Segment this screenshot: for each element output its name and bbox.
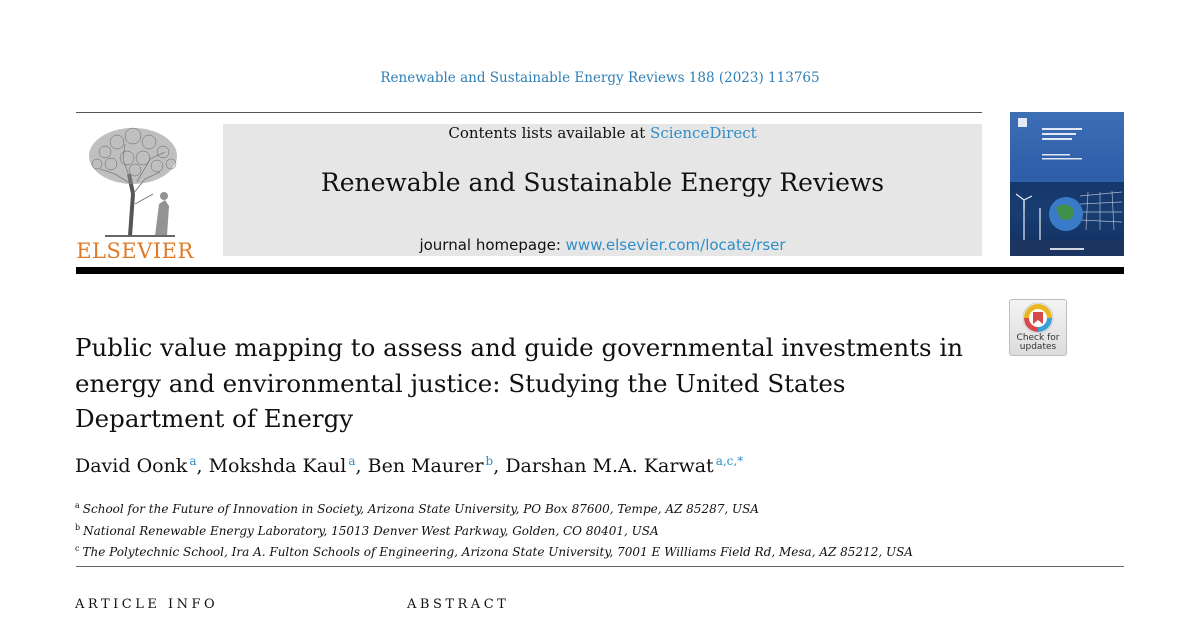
elsevier-wordmark: ELSEVIER bbox=[76, 240, 194, 258]
check-for-updates-badge[interactable] bbox=[1009, 299, 1067, 356]
affiliation-item bbox=[75, 540, 1075, 562]
author-affiliation-mark[interactable]: a bbox=[189, 454, 197, 468]
affiliation-text: The Polytechnic School, Ira A. Fulton Schools of Engineering, Arizona State University, 7001 E Williams Field Rd, Mesa, AZ 85212, USA bbox=[82, 545, 913, 559]
header-thick-rule bbox=[76, 267, 1124, 274]
author-name[interactable]: Darshan M.A. Karwat bbox=[505, 455, 714, 477]
author-name[interactable]: Ben Maurer bbox=[367, 455, 484, 477]
author-affiliation-mark[interactable]: a,c,* bbox=[715, 454, 744, 468]
badge-label-line2: updates bbox=[1019, 342, 1057, 352]
crossmark-icon bbox=[1010, 300, 1066, 336]
author-affiliation-mark[interactable]: b bbox=[485, 454, 494, 468]
author-name[interactable]: Mokshda Kaul bbox=[208, 455, 347, 477]
homepage-prefix: journal homepage: bbox=[419, 236, 566, 254]
affiliation-item bbox=[75, 519, 1075, 541]
affiliation-text: School for the Future of Innovation in Society, Arizona State University, PO Box 87600, Tempe, AZ 85287, USA bbox=[82, 502, 759, 516]
journal-homepage bbox=[223, 236, 982, 254]
author-affiliation-mark[interactable]: a bbox=[348, 454, 356, 468]
affiliation-text: National Renewable Energy Laboratory, 15013 Denver West Parkway, Golden, CO 80401, USA bbox=[83, 523, 659, 538]
cover-artwork-icon bbox=[1010, 112, 1124, 256]
journal-name: Renewable and Sustainable Energy Reviews bbox=[320, 168, 885, 197]
elsevier-logo[interactable] bbox=[75, 124, 195, 256]
affiliation-mark: c bbox=[75, 544, 80, 553]
affiliation-mark: a bbox=[75, 501, 80, 510]
article-title: Public value mapping to assess and guide governmental investments in energy and environmental justice: Studying the United States Department of Energy bbox=[75, 333, 964, 433]
contents-availability bbox=[223, 124, 982, 142]
affiliation-mark: b bbox=[75, 522, 81, 532]
badge-label bbox=[1010, 334, 1066, 352]
author-list: David Oonk $^a$, Mokshda Kaul $^a$, Ben Maurer $^b$, Darshan M.A. Karwat $^{a,c,*}$ bbox=[75, 454, 744, 477]
author-name[interactable]: David Oonk bbox=[75, 455, 188, 477]
tree-illustration-icon bbox=[75, 124, 195, 242]
affiliation-list bbox=[75, 497, 1075, 562]
journal-masthead bbox=[223, 124, 982, 256]
abstract-heading: ABSTRACT bbox=[407, 597, 510, 612]
contents-prefix: Contents lists available at bbox=[448, 124, 651, 142]
homepage-link[interactable]: www.elsevier.com/locate/rser bbox=[565, 236, 786, 254]
sciencedirect-link[interactable]: ScienceDirect bbox=[650, 124, 757, 142]
journal-citation[interactable]: Renewable and Sustainable Energy Reviews 188 (2023) 113765 bbox=[380, 70, 820, 86]
badge-label-line1: Check for bbox=[1016, 333, 1060, 343]
affiliation-item bbox=[75, 497, 1075, 519]
journal-cover-thumbnail[interactable] bbox=[1010, 112, 1124, 256]
article-info-heading: ARTICLE INFO bbox=[75, 597, 219, 612]
section-divider bbox=[76, 566, 1124, 567]
header-rule bbox=[76, 112, 982, 113]
